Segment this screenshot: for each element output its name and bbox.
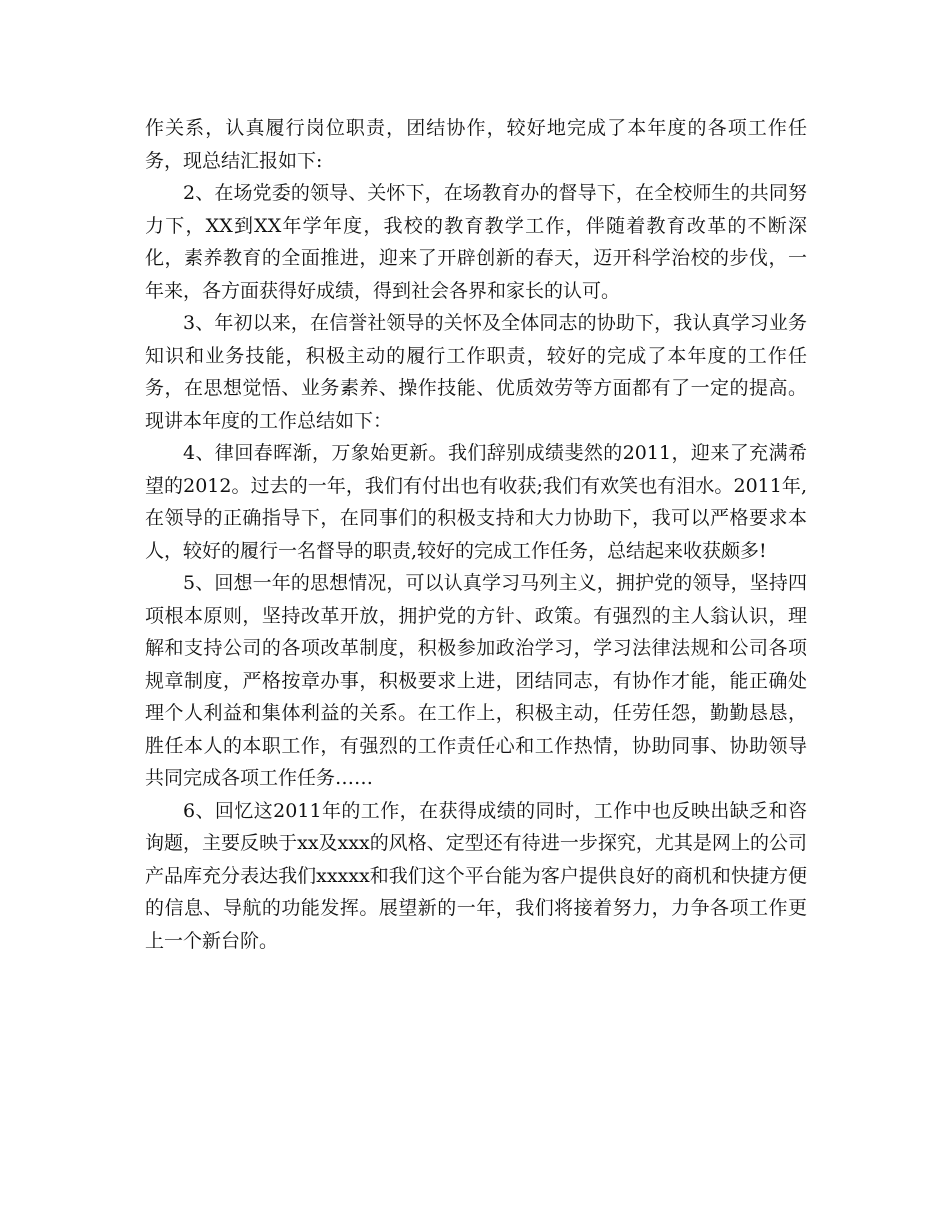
paragraph-continuation: 作关系，认真履行岗位职责，团结协作，较好地完成了本年度的各项工作任务，现总结汇报如下: [145,117,807,172]
document-body [145,112,807,957]
paragraph-4: 4、律回春晖渐，万象始更新。我们辞别成绩斐然的2011，迎来了充满希望的2012。过去的一年，我们有付出也有收获;我们有欢笑也有泪水。2011年,在领导的正确指导下，在同事们的积极支持和大力协助下，我可以严格要求本人，较好的履行一名督导的职责,较好的完成工作任务，总结起来收获颇多! [145,442,807,562]
paragraph-6: 6、回忆这2011年的工作，在获得成绩的同时，工作中也反映出缺乏和咨询题，主要反映于xx及xxx的风格、定型还有待进一步探究，尤其是网上的公司产品库充分表达我们xxxxx和我们这个平台能为客户提供良好的商机和快捷方便的信息、导航的功能发挥。展望新的一年，我们将接着努力，力争各项工作更上一个新台阶。 [145,799,807,952]
paragraph-3: 3、年初以来，在信誉社领导的关怀及全体同志的协助下，我认真学习业务知识和业务技能，积极主动的履行工作职责，较好的完成了本年度的工作任务，在思想觉悟、业务素养、操作技能、优质效劳等方面都有了一定的提高。现讲本年度的工作总结如下： [145,312,807,432]
paragraph-5: 5、回想一年的思想情况，可以认真学习马列主义，拥护党的领导，坚持四项根本原则，坚持改革开放，拥护党的方针、政策。有强烈的主人翁认识，理解和支持公司的各项改革制度，积极参加政治学习，学习法律法规和公司各项规章制度，严格按章办事，积极要求上进，团结同志，有协作才能，能正确处理个人利益和集体利益的关系。在工作上，积极主动，任劳任怨，勤勤恳恳，胜任本人的本职工作，有强烈的工作责任心和工作热情，协助同事、协助领导共同完成各项工作任务…… [145,572,807,789]
paragraph-2: 2、在场党委的领导、关怀下，在场教育办的督导下，在全校师生的共同努力下，XX到XX年学年度，我校的教育教学工作，伴随着教育改革的不断深化，素养教育的全面推进，迎来了开辟创新的春天，迈开科学治校的步伐，一年来，各方面获得好成绩，得到社会各界和家长的认可。 [145,182,807,302]
